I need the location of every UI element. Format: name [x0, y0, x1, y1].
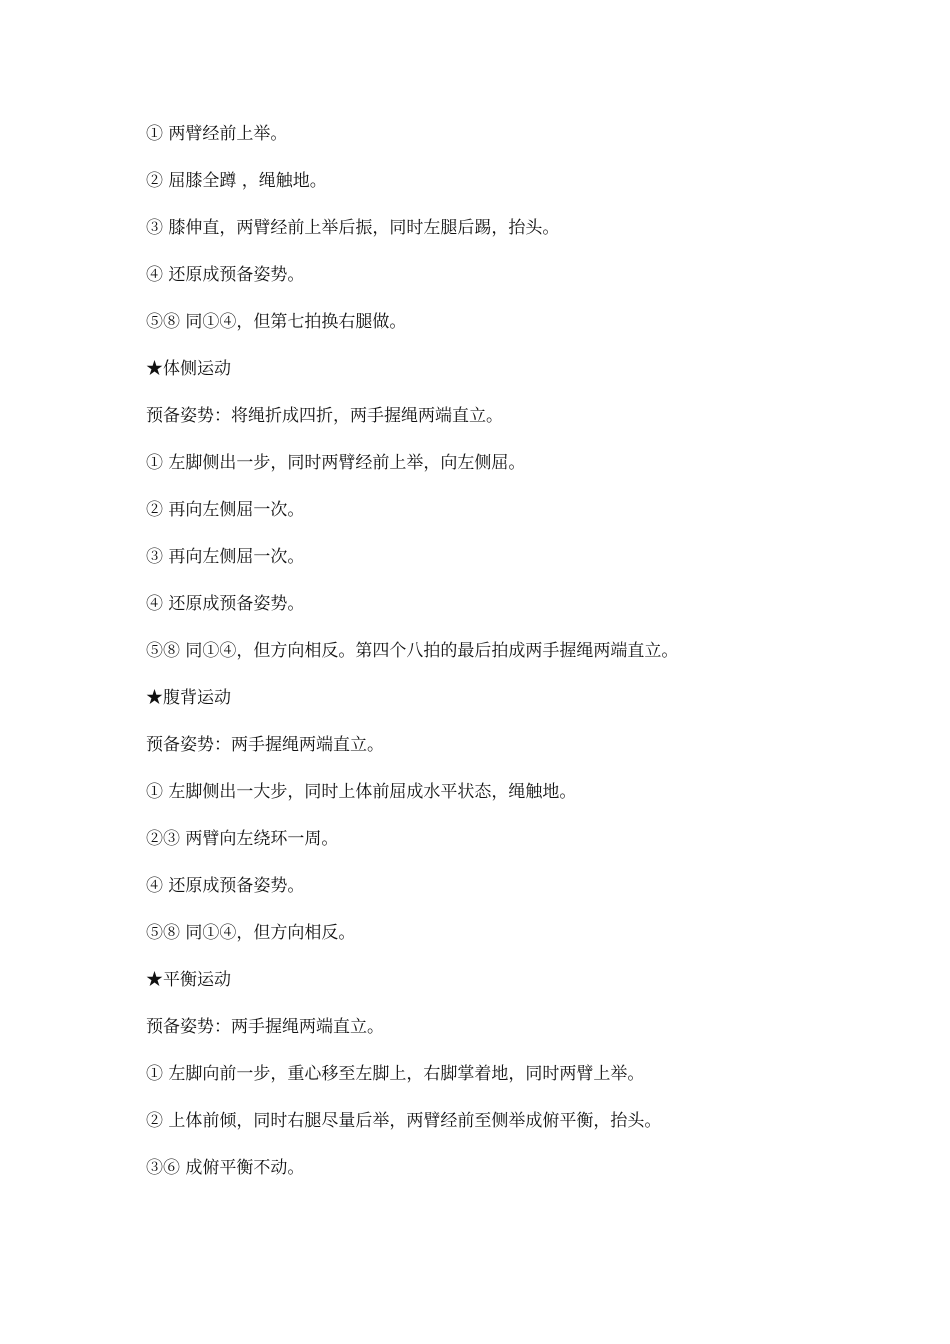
text-line: ④ 还原成预备姿势。: [146, 265, 305, 285]
section-heading-balance: ★平衡运动: [146, 970, 231, 990]
text-line: ③⑥ 成俯平衡不动。: [146, 1158, 305, 1178]
text-line: ⑤⑧ 同①④，但方向相反。: [146, 923, 356, 943]
text-line: ③ 膝伸直，两臂经前上举后振，同时左腿后踢，抬头。: [146, 218, 560, 238]
text-line: ① 两臂经前上举。: [146, 124, 288, 144]
text-line: ① 左脚侧出一大步，同时上体前屈成水平状态，绳触地。: [146, 782, 577, 802]
text-line: 预备姿势：将绳折成四折，两手握绳两端直立。: [146, 406, 503, 426]
text-line: ② 上体前倾，同时右腿尽量后举，两臂经前至侧举成俯平衡，抬头。: [146, 1111, 662, 1131]
text-line: ① 左脚向前一步，重心移至左脚上，右脚掌着地，同时两臂上举。: [146, 1064, 645, 1084]
text-line: ②③ 两臂向左绕环一周。: [146, 829, 339, 849]
text-line: 预备姿势：两手握绳两端直立。: [146, 1017, 384, 1037]
text-line: 预备姿势：两手握绳两端直立。: [146, 735, 384, 755]
text-line: ② 再向左侧屈一次。: [146, 500, 305, 520]
text-line: ① 左脚侧出一步，同时两臂经前上举，向左侧屈。: [146, 453, 526, 473]
text-line: ③ 再向左侧屈一次。: [146, 547, 305, 567]
section-heading-abdomen-back: ★腹背运动: [146, 688, 231, 708]
text-line: ⑤⑧ 同①④，但方向相反。第四个八拍的最后拍成两手握绳两端直立。: [146, 641, 679, 661]
text-line: ② 屈膝全蹲 ，绳触地。: [146, 171, 327, 191]
text-line: ④ 还原成预备姿势。: [146, 876, 305, 896]
text-line: ④ 还原成预备姿势。: [146, 594, 305, 614]
document-body: [146, 120, 866, 1201]
text-line: ⑤⑧ 同①④，但第七拍换右腿做。: [146, 312, 407, 332]
section-heading-side-bend: ★体侧运动: [146, 359, 231, 379]
